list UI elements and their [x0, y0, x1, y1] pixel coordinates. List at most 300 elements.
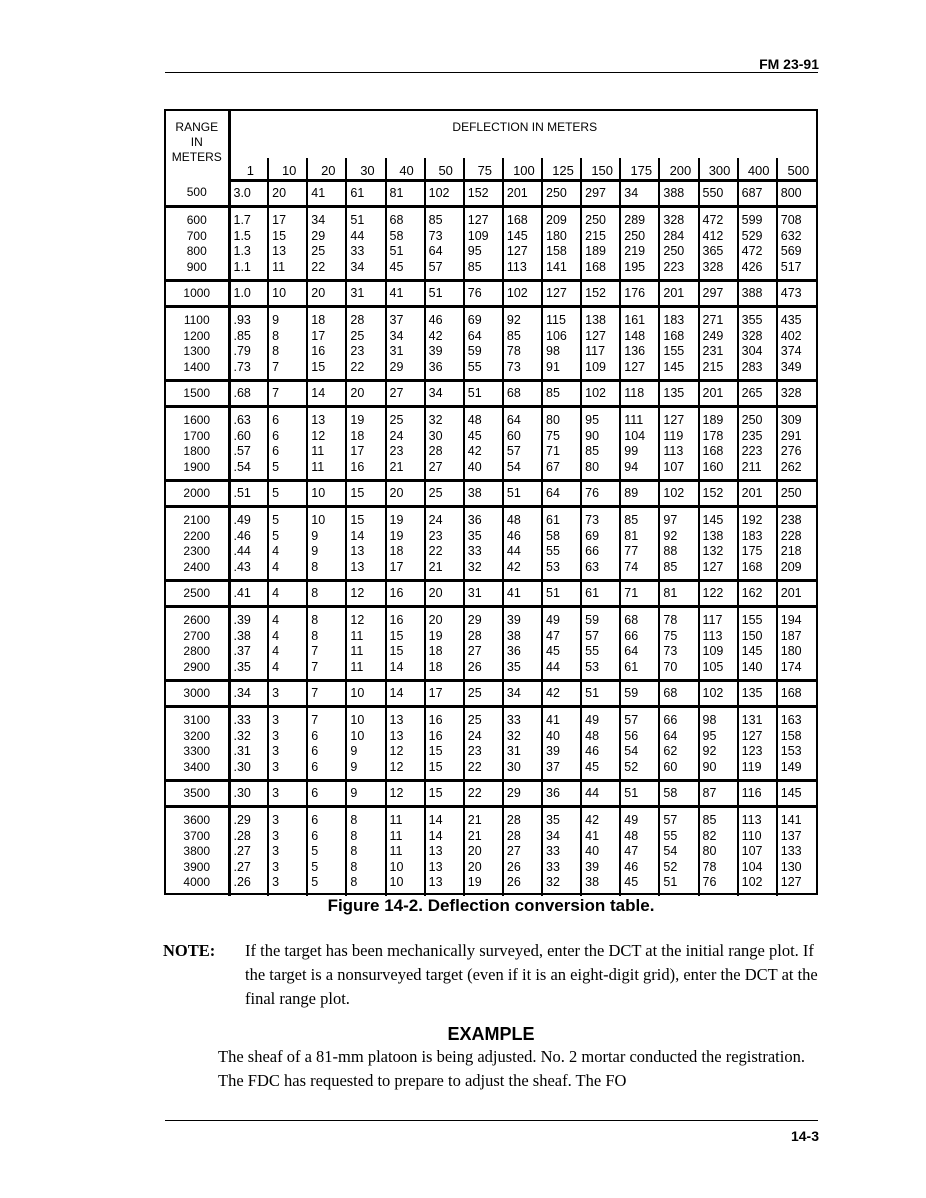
deflection-cell [307, 781, 346, 807]
deflection-value: 40 [585, 844, 600, 858]
deflection-value: 85 [546, 385, 560, 400]
deflection-value: .26 [233, 875, 251, 889]
deflection-cell [699, 381, 738, 407]
deflection-cell [738, 707, 777, 781]
deflection-value: 20 [467, 859, 482, 874]
range-value: 1900 [183, 459, 211, 474]
deflection-value: 64 [506, 413, 521, 427]
deflection-value: .33 [233, 713, 251, 727]
deflection-column-header: 200 [659, 158, 698, 181]
deflection-value: 46 [585, 744, 600, 758]
deflection-value: .93 [233, 313, 251, 327]
deflection-cell [738, 307, 777, 381]
deflection-value: 40 [467, 459, 482, 474]
deflection-value: 64 [624, 644, 639, 658]
deflection-cell [307, 207, 346, 281]
deflection-value: 18 [350, 428, 365, 443]
deflection-value: 102 [585, 385, 606, 400]
deflection-value: 26 [506, 875, 521, 889]
deflection-value: .34 [233, 685, 251, 700]
deflection-cell [581, 181, 620, 207]
deflection-cell [659, 381, 698, 407]
deflection-value: .49 [233, 513, 251, 527]
range-cell [166, 707, 229, 781]
deflection-cell [542, 681, 581, 707]
range-cell [166, 407, 229, 481]
deflection-column-header: 50 [425, 158, 464, 181]
deflection-cell [229, 207, 268, 281]
deflection-value: 21 [467, 828, 482, 843]
deflection-value: 708 [780, 213, 802, 227]
deflection-value: 5 [272, 459, 280, 474]
deflection-value: 141 [780, 813, 802, 827]
deflection-value: 9 [272, 313, 280, 327]
deflection-cell [425, 781, 464, 807]
deflection-cell [425, 181, 464, 207]
deflection-value: 51 [389, 244, 404, 258]
deflection-value: 51 [624, 785, 639, 800]
deflection-conversion-table [164, 109, 818, 895]
deflection-cell [738, 207, 777, 281]
deflection-value: 29 [311, 228, 326, 243]
deflection-value: 60 [663, 759, 678, 774]
deflection-cell [503, 781, 542, 807]
deflection-value: 113 [506, 259, 527, 274]
deflection-cell [581, 781, 620, 807]
deflection-value: 297 [585, 185, 606, 200]
deflection-value: 13 [350, 544, 365, 558]
deflection-value: 15 [350, 513, 365, 527]
deflection-value: 34 [624, 185, 639, 200]
deflection-value: 85 [585, 444, 600, 458]
deflection-value: 148 [624, 328, 646, 343]
deflection-value: 123 [741, 744, 763, 758]
deflection-value: 135 [663, 385, 685, 400]
deflection-column-header: 40 [386, 158, 425, 181]
range-value: 1500 [183, 385, 211, 400]
deflection-value: 31 [467, 585, 482, 600]
deflection-value: 265 [741, 385, 763, 400]
deflection-cell [777, 407, 816, 481]
deflection-value: 56 [624, 728, 639, 743]
deflection-cell [581, 481, 620, 507]
deflection-value: 85 [702, 813, 717, 827]
deflection-value: 349 [780, 359, 802, 374]
table-row-group [166, 307, 816, 381]
deflection-value: 11 [389, 813, 403, 827]
deflection-value: 113 [741, 813, 762, 827]
deflection-value: 36 [467, 513, 482, 527]
deflection-cell [425, 407, 464, 481]
deflection-value: .30 [233, 785, 251, 800]
deflection-value: 3.0 [233, 185, 251, 200]
deflection-column-header: 125 [542, 158, 581, 181]
deflection-value: 42 [546, 685, 560, 700]
deflection-value: 249 [702, 328, 724, 343]
deflection-value: 88 [663, 544, 678, 558]
deflection-value: 3 [272, 759, 280, 774]
deflection-value: 11 [389, 844, 403, 858]
deflection-cell [738, 581, 777, 607]
deflection-value: 209 [546, 213, 567, 227]
deflection-value: 16 [428, 713, 443, 727]
deflection-value: .39 [233, 613, 251, 627]
deflection-value: 6 [272, 428, 280, 443]
deflection-value: 25 [389, 413, 404, 427]
deflection-cell [620, 207, 659, 281]
deflection-value: 10 [350, 728, 365, 743]
table-row-group [166, 207, 816, 281]
deflection-cell [581, 381, 620, 407]
deflection-cell [464, 707, 503, 781]
deflection-value: 10 [272, 285, 287, 300]
deflection-value: 41 [311, 185, 326, 200]
deflection-value: 58 [546, 528, 560, 543]
deflection-value: 36 [546, 785, 560, 800]
deflection-value: 66 [663, 713, 678, 727]
deflection-value: 161 [624, 313, 646, 327]
deflection-cell [542, 381, 581, 407]
deflection-value: 57 [428, 259, 443, 274]
deflection-cell [620, 481, 659, 507]
deflection-cell [425, 607, 464, 681]
deflection-value: 140 [741, 659, 763, 674]
deflection-value: 328 [663, 213, 685, 227]
deflection-cell [229, 507, 268, 581]
deflection-value: 80 [585, 459, 600, 474]
deflection-value: 24 [389, 428, 404, 443]
deflection-cell [777, 381, 816, 407]
range-value: 4000 [183, 875, 211, 889]
deflection-cell [503, 807, 542, 897]
range-value: 2600 [183, 613, 211, 627]
deflection-value: 289 [624, 213, 646, 227]
deflection-value: 17 [389, 559, 404, 574]
deflection-value: 19 [389, 513, 404, 527]
range-cell [166, 481, 229, 507]
deflection-value: 5 [311, 859, 319, 874]
deflection-cell [620, 607, 659, 681]
range-value: 3700 [183, 828, 211, 843]
deflection-value: 51 [467, 385, 482, 400]
deflection-value: 85 [428, 213, 443, 227]
deflection-value: 48 [585, 728, 600, 743]
deflection-value: 550 [702, 185, 724, 200]
deflection-value: 44 [350, 228, 365, 243]
range-cell [166, 681, 229, 707]
deflection-value: 26 [506, 859, 521, 874]
deflection-value: 800 [780, 185, 802, 200]
deflection-value: 8 [350, 813, 358, 827]
deflection-cell [386, 507, 425, 581]
deflection-value: .31 [233, 744, 251, 758]
deflection-cell [620, 507, 659, 581]
deflection-value: 102 [428, 185, 450, 200]
deflection-value: 61 [624, 659, 639, 674]
deflection-value: 3 [272, 713, 280, 727]
deflection-value: 63 [585, 559, 600, 574]
deflection-value: 55 [467, 359, 482, 374]
deflection-value: 91 [546, 359, 560, 374]
deflection-value: 34 [389, 328, 404, 343]
deflection-value: 98 [702, 713, 717, 727]
table-header-row [166, 111, 816, 158]
note-block [163, 939, 823, 1011]
deflection-cell [659, 407, 698, 481]
deflection-value: 95 [702, 728, 717, 743]
deflection-value: 39 [428, 344, 443, 358]
deflection-cell [346, 407, 385, 481]
range-value: 1100 [183, 313, 210, 327]
deflection-cell [503, 207, 542, 281]
deflection-cell [659, 507, 698, 581]
deflection-value: 599 [741, 213, 763, 227]
table-row-group [166, 281, 816, 307]
deflection-cell [581, 281, 620, 307]
deflection-value: 14 [389, 659, 404, 674]
deflection-value: 14 [311, 385, 326, 400]
deflection-value: 250 [780, 485, 802, 500]
deflection-value: 4 [272, 613, 280, 627]
deflection-value: 18 [389, 544, 404, 558]
deflection-cell [659, 207, 698, 281]
deflection-value: 102 [506, 285, 528, 300]
deflection-value: 250 [585, 213, 606, 227]
range-value: 1700 [183, 428, 211, 443]
deflection-cell [503, 481, 542, 507]
deflection-value: 81 [389, 185, 404, 200]
deflection-value: 11 [350, 659, 364, 674]
deflection-value: .29 [233, 813, 251, 827]
deflection-value: 25 [350, 328, 365, 343]
deflection-value: 45 [624, 875, 639, 889]
deflection-value: 76 [467, 285, 482, 300]
deflection-cell [425, 681, 464, 707]
deflection-value: .60 [233, 428, 251, 443]
deflection-value: 9 [311, 528, 319, 543]
deflection-value: 7 [311, 685, 319, 700]
deflection-value: 113 [702, 628, 723, 643]
deflection-value: 26 [467, 659, 482, 674]
deflection-value: 107 [663, 459, 685, 474]
deflection-value: 17 [311, 328, 326, 343]
deflection-cell [503, 707, 542, 781]
deflection-cell [659, 807, 698, 897]
deflection-value: 14 [350, 528, 365, 543]
deflection-value: 81 [624, 528, 639, 543]
deflection-value: 27 [389, 385, 404, 400]
deflection-value: 4 [272, 559, 280, 574]
deflection-value: 127 [663, 413, 685, 427]
deflection-value: 60 [506, 428, 521, 443]
deflection-cell [581, 581, 620, 607]
deflection-cell [268, 381, 307, 407]
deflection-value: 304 [741, 344, 763, 358]
deflection-cell [738, 807, 777, 897]
deflection-cell [503, 281, 542, 307]
deflection-cell [425, 281, 464, 307]
deflection-value: 3 [272, 685, 280, 700]
deflection-value: 76 [585, 485, 600, 500]
deflection-value: 22 [428, 544, 443, 558]
deflection-cell [386, 781, 425, 807]
deflection-value: 59 [624, 685, 639, 700]
deflection-value: .44 [233, 544, 251, 558]
deflection-value: 81 [663, 585, 678, 600]
deflection-value: 61 [546, 513, 560, 527]
deflection-header: DEFLECTION IN METERS [452, 120, 598, 134]
deflection-cell [268, 407, 307, 481]
deflection-value: 152 [702, 485, 724, 500]
deflection-value: 32 [506, 728, 521, 743]
deflection-cell [777, 707, 816, 781]
deflection-cell [229, 807, 268, 897]
deflection-value: 34 [350, 259, 365, 274]
deflection-value: 6 [311, 744, 319, 758]
range-value: 3300 [183, 744, 211, 758]
deflection-cell [777, 807, 816, 897]
deflection-value: 25 [428, 485, 443, 500]
deflection-value: 24 [467, 728, 482, 743]
deflection-value: 23 [389, 444, 404, 458]
deflection-value: 145 [741, 644, 763, 658]
deflection-value: 74 [624, 559, 639, 574]
deflection-value: 9 [350, 785, 358, 800]
deflection-value: .46 [233, 528, 251, 543]
deflection-cell [229, 681, 268, 707]
deflection-value: 64 [467, 328, 482, 343]
deflection-cell [620, 281, 659, 307]
deflection-value: 15 [272, 228, 287, 243]
deflection-cell [620, 307, 659, 381]
deflection-value: 28 [467, 628, 482, 643]
deflection-cell [386, 407, 425, 481]
deflection-value: 97 [663, 513, 678, 527]
deflection-value: 92 [702, 744, 717, 758]
deflection-value: 472 [741, 244, 763, 258]
deflection-value: 163 [780, 713, 802, 727]
range-value: 500 [186, 185, 207, 199]
deflection-value: 12 [389, 759, 404, 774]
deflection-value: 1.1 [233, 259, 251, 274]
deflection-value: 104 [741, 859, 763, 874]
deflection-value: 11 [350, 644, 364, 658]
deflection-cell [542, 807, 581, 897]
deflection-value: 1.3 [233, 244, 251, 258]
deflection-value: 473 [780, 285, 802, 300]
deflection-value: 30 [428, 428, 443, 443]
table-row-group [166, 507, 816, 581]
deflection-cell [464, 681, 503, 707]
deflection-value: 68 [389, 213, 404, 227]
deflection-value: .79 [233, 344, 251, 358]
deflection-value: 284 [663, 228, 685, 243]
deflection-value: 4 [272, 659, 280, 674]
deflection-value: 6 [272, 444, 280, 458]
deflection-cell [346, 181, 385, 207]
deflection-value: 127 [467, 213, 489, 227]
deflection-value: 13 [311, 413, 326, 427]
deflection-value: 7 [272, 385, 280, 400]
deflection-value: 412 [702, 228, 724, 243]
deflection-value: 149 [780, 759, 802, 774]
deflection-cell [777, 207, 816, 281]
deflection-value: 24 [428, 513, 443, 527]
deflection-value: 68 [506, 385, 521, 400]
deflection-value: 20 [350, 385, 365, 400]
deflection-value: 219 [624, 244, 646, 258]
deflection-cell [307, 281, 346, 307]
deflection-value: 29 [467, 613, 482, 627]
example-heading: EXAMPLE [447, 1024, 535, 1044]
deflection-value: 402 [780, 328, 802, 343]
deflection-cell [581, 507, 620, 581]
deflection-value: 11 [350, 628, 364, 643]
range-value: 2000 [183, 485, 211, 500]
deflection-value: 201 [741, 485, 763, 500]
deflection-value: 19 [350, 413, 365, 427]
deflection-cell [464, 807, 503, 897]
deflection-value: 6 [311, 813, 319, 827]
deflection-value: 127 [702, 559, 724, 574]
deflection-cell [346, 681, 385, 707]
deflection-value: 162 [741, 585, 763, 600]
deflection-value: 291 [780, 428, 802, 443]
deflection-value: 55 [585, 644, 600, 658]
deflection-value: 195 [624, 259, 646, 274]
deflection-column-header: 75 [464, 158, 503, 181]
deflection-value: 61 [585, 585, 600, 600]
deflection-value: 57 [663, 813, 678, 827]
deflection-value: 41 [546, 713, 560, 727]
deflection-cell [386, 381, 425, 407]
deflection-value: 85 [506, 328, 521, 343]
deflection-value: 68 [663, 685, 678, 700]
deflection-value: 174 [780, 659, 802, 674]
deflection-value: 33 [546, 859, 560, 874]
deflection-value: 13 [428, 844, 443, 858]
deflection-value: 117 [585, 344, 606, 358]
deflection-cell [307, 607, 346, 681]
deflection-value: 99 [624, 444, 639, 458]
deflection-value: 64 [663, 728, 678, 743]
deflection-cell [620, 807, 659, 897]
deflection-value: 13 [272, 244, 287, 258]
deflection-value: .73 [233, 359, 251, 374]
deflection-value: 13 [389, 728, 404, 743]
deflection-cell [503, 581, 542, 607]
deflection-value: .27 [233, 859, 251, 874]
deflection-value: 17 [272, 213, 287, 227]
deflection-value: 46 [506, 528, 521, 543]
deflection-value: 4 [272, 644, 280, 658]
deflection-cell [738, 381, 777, 407]
deflection-cell [542, 207, 581, 281]
deflection-cell [307, 181, 346, 207]
table-row-group [166, 581, 816, 607]
deflection-cell [581, 681, 620, 707]
deflection-value: 160 [702, 459, 724, 474]
deflection-value: 211 [741, 459, 762, 474]
deflection-value: 209 [780, 559, 802, 574]
deflection-cell [268, 681, 307, 707]
deflection-value: 5 [272, 485, 280, 500]
deflection-value: 25 [467, 685, 482, 700]
deflection-cell [346, 207, 385, 281]
deflection-value: 15 [428, 785, 443, 800]
deflection-value: .41 [233, 585, 251, 600]
deflection-value: 250 [624, 228, 646, 243]
